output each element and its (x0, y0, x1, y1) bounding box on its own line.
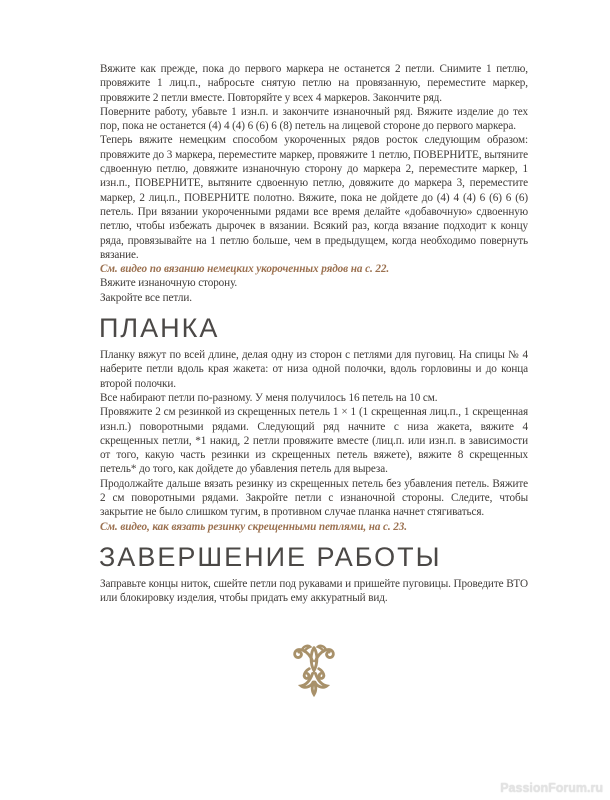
paragraph-body: Продолжайте дальше вязать резинку из скрещенных петель без убавления петель. Вяжите 2 см поворотными рядами. Закройте петли с изнаночной стороны. Следите, чтобы закрытие не было слишком тугим, в противном случае планка начнет стягиваться. (100, 477, 528, 519)
paragraph-body: Теперь вяжите немецким способом укороченных рядов росток следующим образом: провяжите до 3 маркера, переместите маркер, провяжите 1 петлю, ПОВЕРНИТЕ, вытяните сдвоенную петлю, довяжите изнаночную сторону до маркера 2, переместите маркер, 1 изн.п., ПОВЕРНИТЕ, вытяните сдвоенную петлю, довяжите до маркера 3, переместите маркер, 2 лиц.п., ПОВЕРНИТЕ полотно. Вяжите, пока не дойдете до (4) 4 (4) 6 (6) 6 (6) петель. При вязании укороченными рядами все время делайте «добавочную» сдвоенную петлю, чтобы избежать дырочек в вязании. Всякий раз, когда вязание подходит к концу ряда, провязывайте на 1 петлю больше, чем в предыдущем, когда необходимо повернуть вязание. (100, 134, 528, 261)
video-reference-note: См. видео по вязанию немецких укороченных рядов на с. 22. (100, 263, 390, 276)
paragraph-body: Заправьте концы ниток, сшейте петли под рукавами и пришейте пуговицы. Проведите ВТО или блокировку изделия, чтобы придать ему аккуратный вид. (100, 577, 528, 605)
paragraph-body: Вяжите изнаночную сторону. (100, 277, 238, 290)
fleuron-ornament-icon (285, 642, 343, 704)
paragraph-body: Все набирают петли по-разному. У меня получилось 16 петель на 10 см. (100, 391, 438, 404)
paragraph-body: Поверните работу, убавьте 1 изн.п. и закончите изнаночный ряд. Вяжите изделие до тех пор, пока не останется (4) 4 (4) 6 (6) 6 (8) петель на лицевой стороне до первого маркера. (100, 105, 528, 133)
section-heading-zavershenie-raboty: ЗАВЕРШЕНИЕ РАБОТЫ (99, 541, 442, 572)
text-column (100, 62, 528, 704)
section-heading-planka: ПЛАНКА (99, 313, 220, 344)
paragraph-body: Закройте все петли. (100, 291, 192, 304)
paragraph-body: Планку вяжут по всей длине, делая одну из сторон с петлями для пуговиц. На спицы № 4 наберите петли вдоль края жакета: от низа одной полочки, вдоль горловины и до конца второй полочки. (100, 349, 528, 390)
paragraph-body: Вяжите как прежде, пока до первого маркера не останется 2 петли. Снимите 1 петлю, провяжите 1 лиц.п., набросьте снятую петлю на провязанную, переместите маркер, провяжите 2 петли вместе. Повторяйте у всех 4 маркеров. Закончите ряд. (100, 63, 528, 104)
video-reference-note: См. видео, как вязать резинку скрещенными петлями, на с. 23. (100, 520, 407, 533)
paragraph-body: Провяжите 2 см резинкой из скрещенных петель 1 × 1 (1 скрещенная лиц.п., 1 скрещенная изн.п.) поворотными рядами. Следующий ряд начните с низа жакета, вяжите 4 скрещенных петли, *1 накид, 2 петли провяжите вместе (лиц.п. или изн.п. в зависимости от того, какую часть резинки из скрещенных петель вяжете), вяжите 8 скрещенных петель* до того, как дойдете до убавления петель для выреза. (100, 406, 528, 476)
watermark: PassionForum.ru (500, 781, 603, 795)
